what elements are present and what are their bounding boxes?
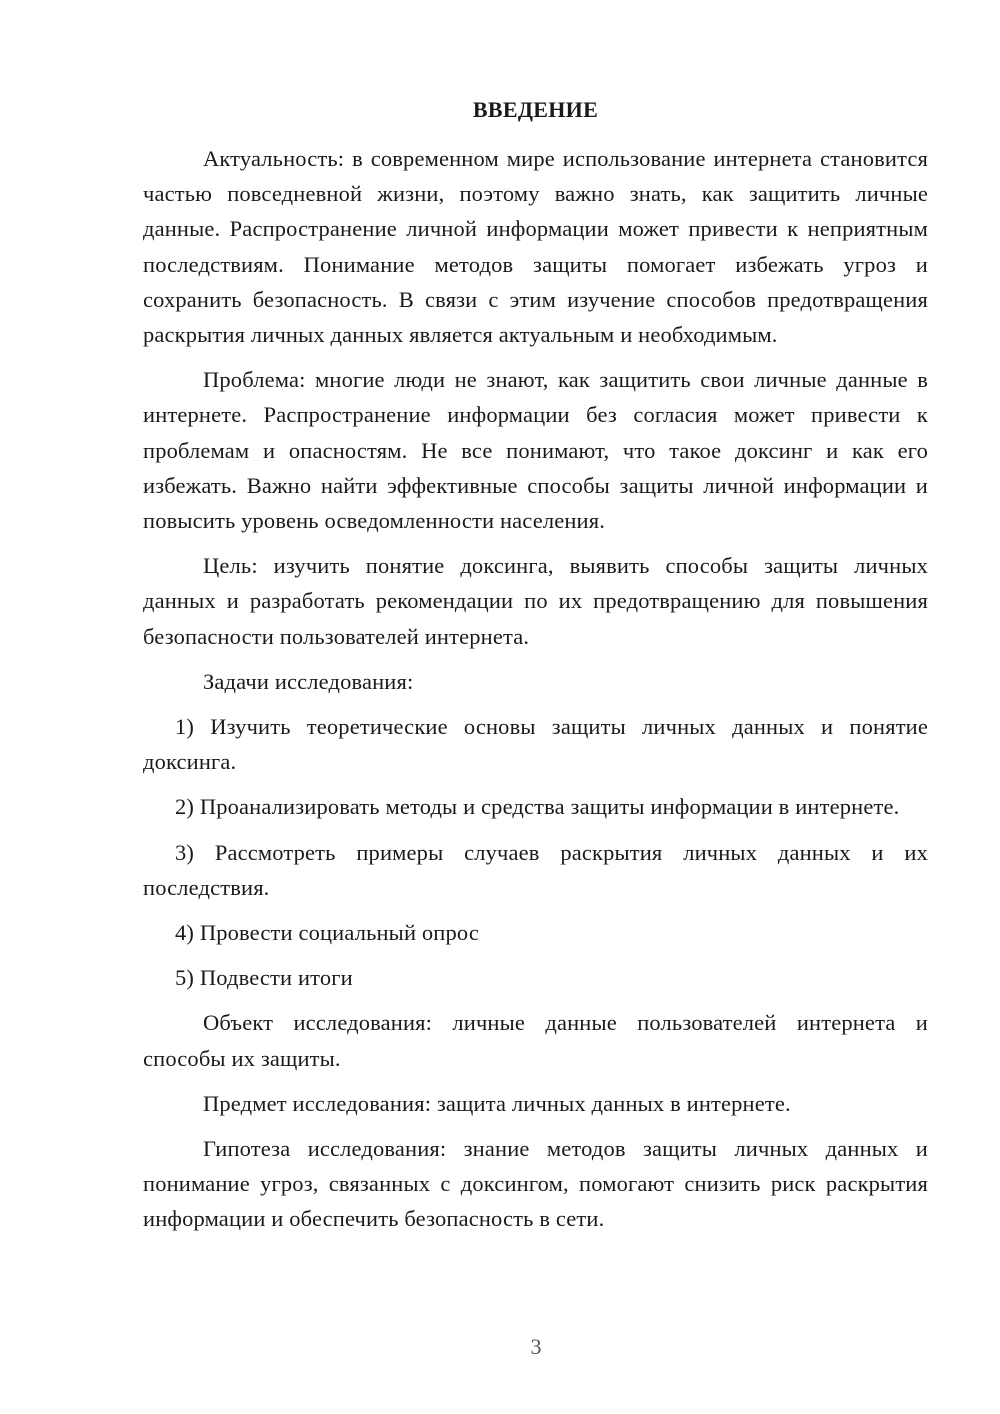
- subject-paragraph: Предмет исследования: защита личных данных в интернете.: [203, 1090, 791, 1116]
- task-item: 5) Подвести итоги: [175, 965, 353, 991]
- goal-paragraph: Цель: изучить понятие доксинга, выявить способы защиты личных данных и разработать рекомендации по их предотвращению для повышения безопасности пользователей интернета.: [143, 553, 928, 649]
- task-item: 3) Рассмотреть примеры случаев раскрытия личных данных и их последствия.: [143, 839, 928, 900]
- task-item: 2) Проанализировать методы и средства защиты информации в интернете.: [175, 794, 900, 820]
- page-number: 3: [530, 1334, 542, 1359]
- hypothesis-paragraph: Гипотеза исследования: знание методов защиты личных данных и понимание угроз, связанных с доксингом, помогают снизить риск раскрытия информации и обеспечить безопасность в сети.: [143, 1136, 928, 1232]
- document-body: [143, 92, 928, 1247]
- task-item: 1) Изучить теоретические основы защиты личных данных и понятие доксинга.: [143, 714, 928, 775]
- relevance-paragraph: Актуальность: в современном мире использование интернета становится частью повседневной жизни, поэтому важно знать, как защитить личные данные. Распространение личной информации может привести к неприятным последствиям. Понимание методов защиты помогает избежать угроз и сохранить безопасность. В связи с этим изучение способов предотвращения раскрытия личных данных является актуальным и необходимым.: [143, 146, 928, 348]
- problem-paragraph: Проблема: многие люди не знают, как защитить свои личные данные в интернете. Распространение информации без согласия может привести к проблемам и опасностям. Не все понимают, что такое доксинг и как его избежать. Важно найти эффективные способы защиты личной информации и повысить уровень осведомленности населения.: [143, 367, 928, 534]
- object-paragraph: Объект исследования: личные данные пользователей интернета и способы их защиты.: [143, 1010, 928, 1071]
- page-title: ВВЕДЕНИЕ: [472, 97, 599, 122]
- tasks-heading: Задачи исследования:: [203, 668, 414, 694]
- task-item: 4) Провести социальный опрос: [175, 920, 479, 946]
